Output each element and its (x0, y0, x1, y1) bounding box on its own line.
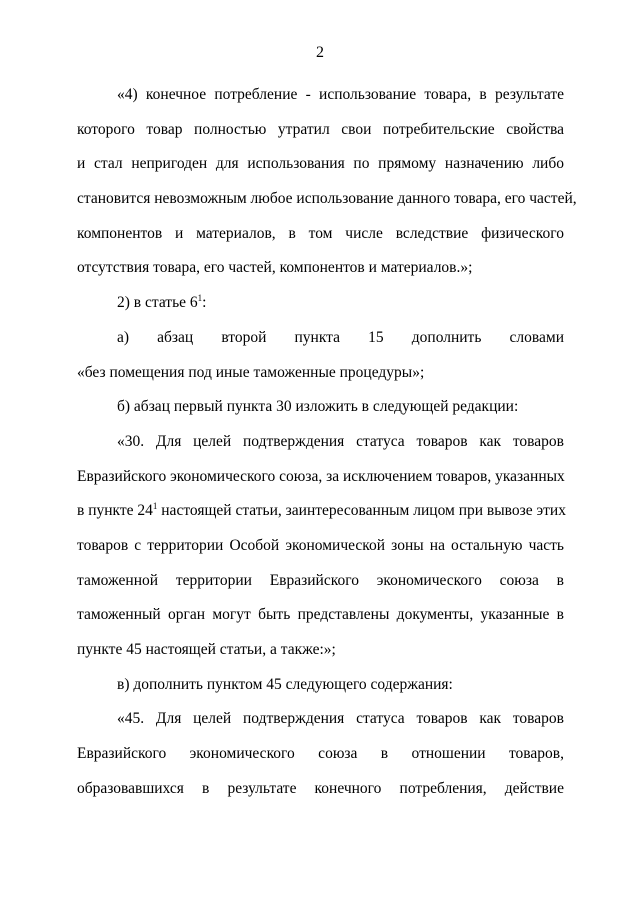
document-body (77, 84, 577, 812)
text-line: компонентов и материалов, в том числе вследствие физического (77, 224, 564, 242)
text-line: в) дополнить пунктом 45 следующего содержания: (117, 675, 453, 693)
text-fragment: в пункте 24 (77, 502, 153, 520)
paragraph-item-b (77, 396, 564, 431)
text-line: Евразийского экономического союза, за исключением товаров, указанных (77, 467, 565, 485)
text-line: становится невозможным любое использование данного товара, его частей, (77, 190, 577, 208)
text-line: таможенный орган могут быть представлены документы, указанные в (77, 606, 564, 624)
text-line (77, 292, 564, 327)
text-line: «без помещения под иные таможенные процедуры»; (77, 363, 425, 381)
text-line (77, 500, 564, 535)
paragraph-point-30 (77, 431, 564, 674)
page-number: 2 (316, 44, 324, 61)
paragraph-item-a (77, 327, 564, 396)
text-line: таможенной территории Евразийского экономического союза в (77, 571, 564, 589)
text-line: пункте 45 настоящей статьи, а также:»; (77, 641, 336, 658)
text-line: отсутствия товара, его частей, компонентов и материалов.»; (77, 259, 473, 277)
text-fragment: : (202, 294, 207, 312)
superscript: 1 (152, 501, 158, 512)
text-line: и стал непригоден для использования по прямому назначению либо (77, 155, 564, 173)
text-line: а) абзац второй пункта 15 дополнить словами (117, 328, 564, 346)
text-fragment: 2) в статье 6 (117, 294, 198, 312)
paragraph-final-consumption-definition (77, 84, 577, 292)
text-line: товаров с территории Особой экономической зоны на остальную часть (77, 536, 564, 554)
paragraph-article-6-1 (77, 292, 564, 327)
text-line: «4) конечное потребление - использование товара, в результате (117, 86, 564, 103)
text-line: образовавшихся в результате конечного потребления, действие (77, 779, 564, 797)
text-line: б) абзац первый пункта 30 изложить в следующей редакции: (117, 398, 519, 416)
text-fragment: настоящей статьи, заинтересованным лицом при вывозе этих (157, 502, 566, 520)
paragraph-item-v (77, 674, 564, 709)
paragraph-point-45 (77, 708, 564, 812)
text-line: «45. Для целей подтверждения статуса товаров как товаров (117, 710, 564, 728)
text-line: «30. Для целей подтверждения статуса товаров как товаров (117, 432, 564, 450)
text-line: Евразийского экономического союза в отношении товаров, (77, 745, 564, 763)
superscript: 1 (197, 293, 203, 304)
text-line: которого товар полностью утратил свои потребительские свойства (77, 120, 564, 138)
